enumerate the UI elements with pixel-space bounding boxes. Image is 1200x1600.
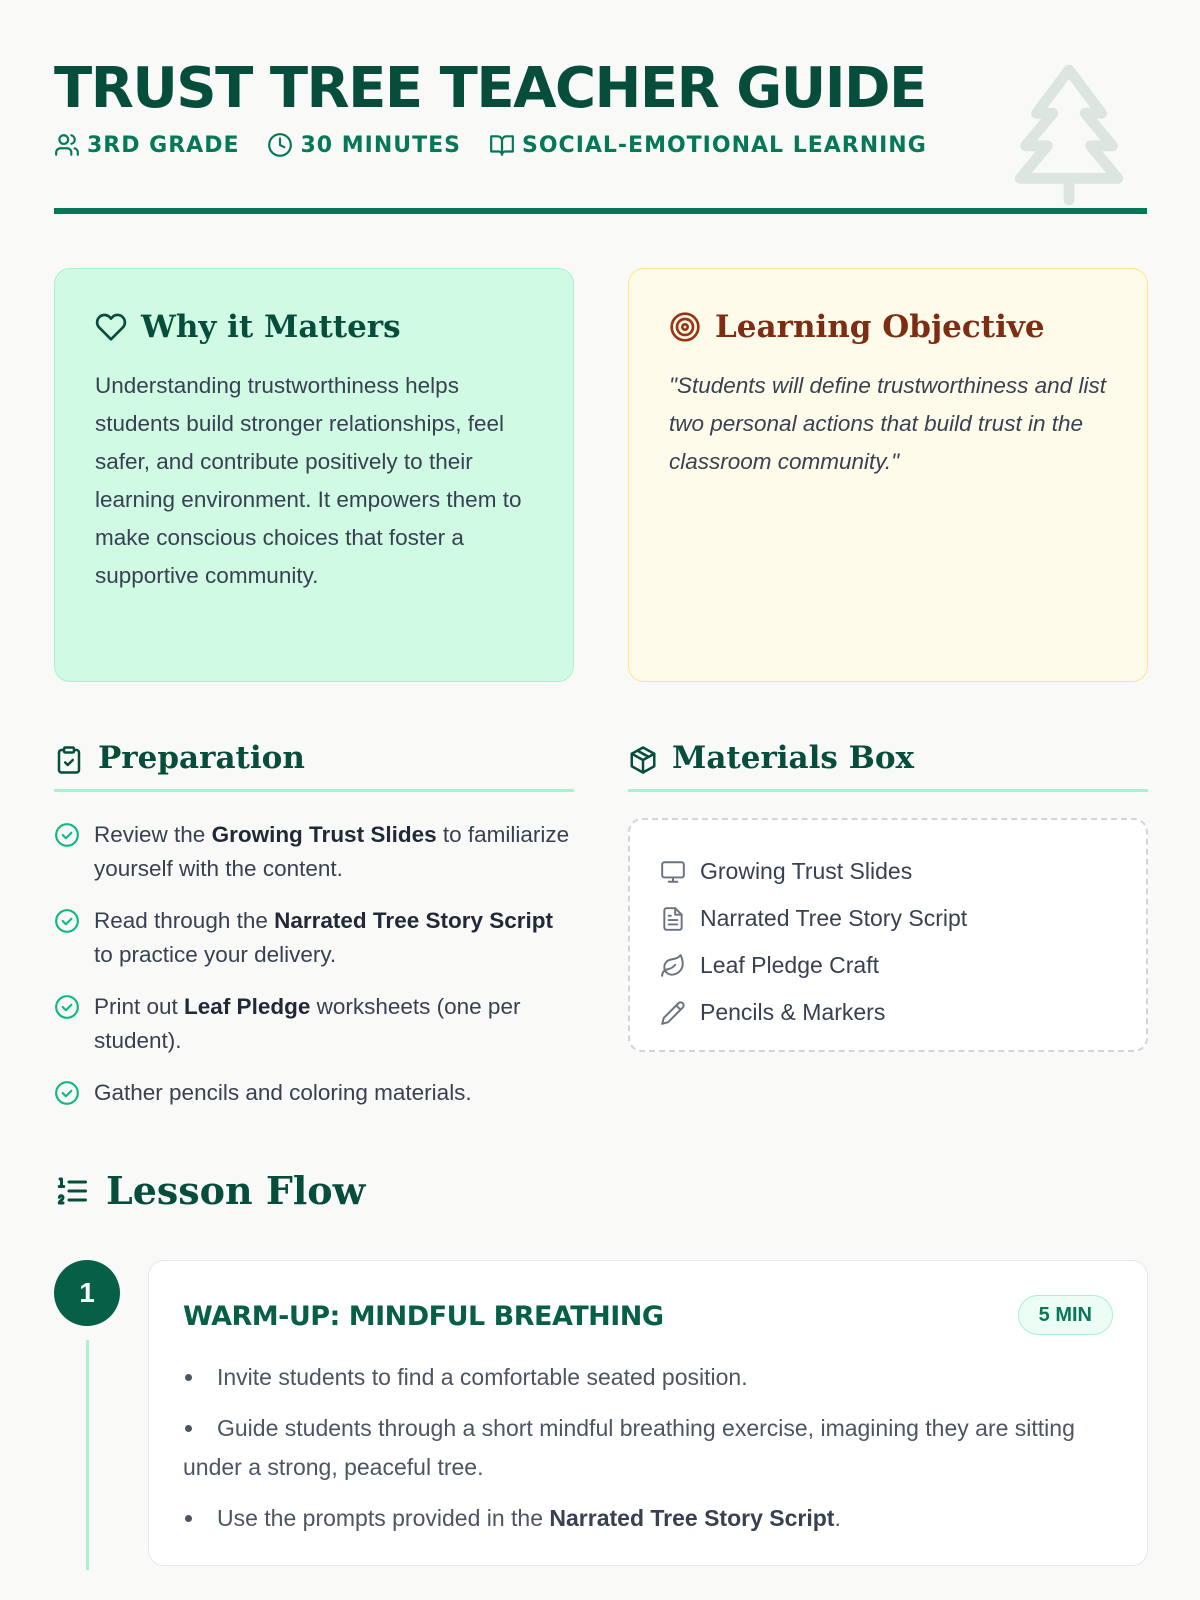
- list-item: Invite students to find a comfortable seated position.: [183, 1358, 1113, 1397]
- list-item: [54, 1076, 574, 1110]
- step-card: [148, 1260, 1148, 1566]
- why-title: Why it Matters: [141, 309, 401, 345]
- check-circle-icon: [54, 908, 80, 934]
- meta-grade-label: 3RD GRADE: [87, 132, 240, 158]
- material-label: Leaf Pledge Craft: [700, 952, 880, 978]
- pencil-icon: [660, 1000, 686, 1026]
- step-bullets: [183, 1358, 1113, 1538]
- list-item: [660, 942, 1116, 989]
- list-item: Use the prompts provided in the Narrated Tree Story Script.: [183, 1499, 1113, 1538]
- users-icon: [54, 132, 80, 158]
- why-it-matters-card: [54, 268, 574, 682]
- heart-icon: [95, 311, 127, 343]
- lesson-flow-heading: [54, 1168, 365, 1213]
- meta-grade: [54, 132, 239, 158]
- clock-icon: [267, 132, 293, 158]
- prep-text: Read through the Narrated Tree Story Script to practice your delivery.: [94, 908, 553, 967]
- step-title: WARM-UP: MINDFUL BREATHING: [183, 1301, 664, 1332]
- prep-text: Review the Growing Trust Slides to familiarize yourself with the content.: [94, 822, 570, 881]
- file-text-icon: [660, 906, 686, 932]
- meta-duration: [267, 132, 461, 158]
- prep-text: Gather pencils and coloring materials.: [94, 1080, 472, 1105]
- list-item: [660, 848, 1116, 895]
- list-ordered-icon: [54, 1173, 90, 1209]
- timeline-line: [86, 1340, 89, 1570]
- material-label: Narrated Tree Story Script: [700, 905, 968, 931]
- meta-subject: [489, 132, 927, 158]
- why-heading: [95, 309, 533, 345]
- material-label: Growing Trust Slides: [700, 858, 913, 884]
- meta-duration-label: 30 MINUTES: [300, 132, 461, 158]
- step-number: 1: [54, 1260, 120, 1326]
- target-icon: [669, 311, 701, 343]
- objective-heading: [669, 309, 1107, 345]
- materials-box: [628, 818, 1148, 1052]
- monitor-icon: [660, 859, 686, 885]
- materials-heading: [628, 740, 1148, 792]
- header: [54, 52, 1147, 214]
- learning-objective-card: [628, 268, 1148, 682]
- material-label: Pencils & Markers: [700, 999, 886, 1025]
- page-title: TRUST TREE TEACHER GUIDE: [54, 56, 926, 121]
- package-icon: [628, 745, 658, 775]
- check-circle-icon: [54, 994, 80, 1020]
- objective-body: "Students will define trustworthiness and list two personal actions that build trust in the classroom community.": [669, 373, 1106, 474]
- materials-title: Materials Box: [672, 740, 915, 776]
- tree-icon: [1004, 64, 1134, 206]
- meta-row: [54, 132, 955, 158]
- clipboard-check-icon: [54, 745, 84, 775]
- meta-subject-label: SOCIAL-EMOTIONAL LEARNING: [522, 132, 927, 158]
- teacher-guide-page: [54, 0, 1147, 1600]
- leaf-icon: [660, 953, 686, 979]
- header-divider: [54, 208, 1147, 214]
- check-circle-icon: [54, 1080, 80, 1106]
- list-item: Guide students through a short mindful breathing exercise, imagining they are sitting under a strong, peaceful tree.: [183, 1409, 1113, 1487]
- prep-text: Print out Leaf Pledge worksheets (one per student).: [94, 994, 521, 1053]
- objective-title: Learning Objective: [715, 309, 1045, 345]
- list-item: [54, 990, 574, 1058]
- list-item: [660, 989, 1116, 1036]
- list-item: [660, 895, 1116, 942]
- list-item: [54, 904, 574, 972]
- preparation-title: Preparation: [98, 740, 305, 776]
- lesson-flow-title: Lesson Flow: [106, 1168, 366, 1213]
- book-open-icon: [489, 132, 515, 158]
- preparation-heading: [54, 740, 574, 792]
- preparation-list: [54, 818, 574, 1128]
- check-circle-icon: [54, 822, 80, 848]
- why-body: Understanding trustworthiness helps students build stronger relationships, feel safer, and contribute positively to their learning environment. It empowers them to make conscious choices that foster a supportive community.: [95, 373, 522, 588]
- duration-badge: 5 MIN: [1018, 1295, 1113, 1335]
- list-item: [54, 818, 574, 886]
